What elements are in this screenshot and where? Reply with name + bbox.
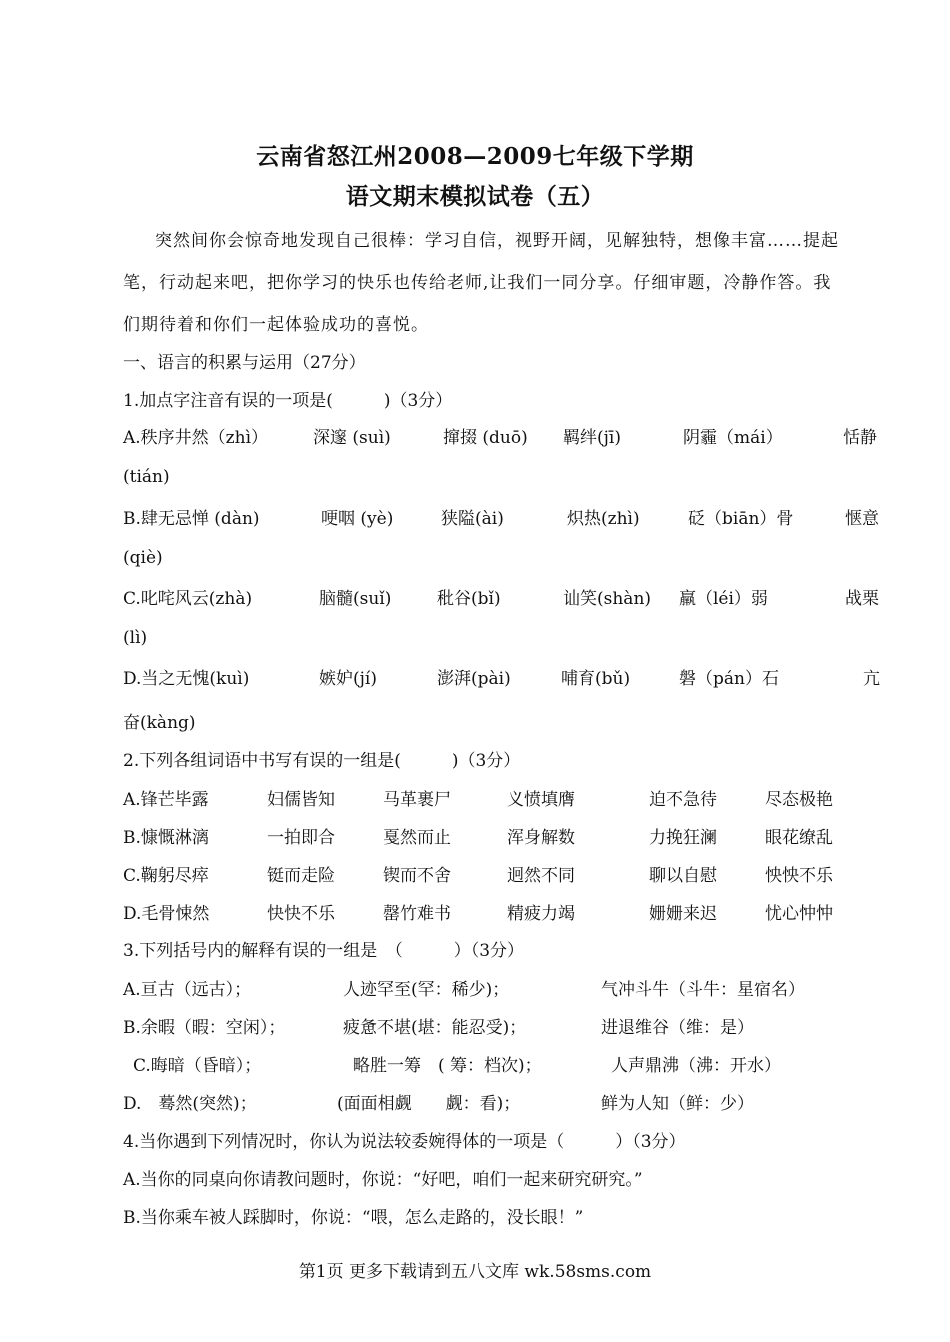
option-item: 羸（léi）弱 (679, 589, 768, 609)
option-item: D. 蓦然(突然)； (123, 1094, 257, 1114)
option-item: C.鞠躬尽瘁 (123, 866, 209, 886)
option-item: 战栗 (845, 589, 879, 609)
option-item: (lì) (123, 628, 148, 648)
question-4-stem: 4.当你遇到下列情况时，你认为说法较委婉得体的一项是（ ）（3分） (123, 1132, 686, 1152)
intro-line: 笔，行动起来吧，把你学习的快乐也传给老师,让我们一同分享。仔细审题，冷静作答。我 (123, 273, 832, 293)
option-item: 戛然而止 (383, 828, 451, 848)
question-2-stem: 2.下列各组词语中书写有误的一组是( )（3分） (123, 751, 521, 771)
question-3-stem: 3.下列括号内的解释有误的一组是 （ ）（3分） (123, 941, 525, 961)
option-item: 眼花缭乱 (765, 828, 833, 848)
option-item: 撺掇 (duō) (443, 428, 528, 448)
option-item: 哽咽 (yè) (321, 509, 394, 529)
option-item: 狭隘(ài) (441, 509, 504, 529)
option-item: 阴霾（mái） (683, 428, 783, 448)
page-footer: 第1页 更多下载请到五八文库 wk.58sms.com (298, 1262, 652, 1282)
option-item: (tián) (123, 467, 170, 487)
option-item: 快快不乐 (267, 904, 335, 924)
option-item: 迫不急待 (649, 790, 717, 810)
option-item: 亢 (863, 669, 880, 689)
section-heading: 一、语言的积累与运用（27分） (123, 353, 366, 373)
option-item: 气冲斗牛（斗牛：星宿名） (601, 980, 805, 1000)
question-1-stem: 1.加点字注音有误的一项是( )（3分） (123, 391, 453, 411)
option-item: 深邃 (suì) (313, 428, 391, 448)
option-item: 恬静 (843, 428, 877, 448)
option-item: 迥然不同 (507, 866, 575, 886)
option-item: 尽态极艳 (765, 790, 833, 810)
option-item: 惬意 (845, 509, 879, 529)
option-item: 磐（pán）石 (679, 669, 779, 689)
option-item: 嫉妒(jí) (319, 669, 377, 689)
option-item: 妇儒皆知 (267, 790, 335, 810)
option-item: 鲜为人知（鲜：少） (601, 1094, 754, 1114)
option-item: 锲而不舍 (383, 866, 451, 886)
option-item: 罄竹难书 (383, 904, 451, 924)
intro-line: 们期待着和你们一起体验成功的喜悦。 (123, 315, 429, 335)
option-item: 秕谷(bǐ) (437, 589, 501, 609)
option-item: 怏怏不乐 (765, 866, 833, 886)
option-item: 奋(kàng) (123, 713, 196, 733)
option-item: 哺育(bǔ) (561, 669, 631, 689)
option-item: 铤而走险 (267, 866, 335, 886)
option-item: 进退维谷（维：是） (601, 1018, 754, 1038)
question-4-option-a: A.当你的同桌向你请教问题时，你说：“好吧，咱们一起来研究研究。” (123, 1170, 643, 1190)
option-item: 澎湃(pài) (437, 669, 511, 689)
option-item: 义愤填膺 (507, 790, 575, 810)
option-item: C.晦暗（昏暗）； (133, 1056, 262, 1076)
option-item: A.锋芒毕露 (123, 790, 209, 810)
option-item: D.毛骨悚然 (123, 904, 210, 924)
option-item: 羁绊(jī) (563, 428, 621, 448)
option-item: A.秩序井然（zhì） (123, 428, 269, 448)
option-item: 脑髓(suǐ) (319, 589, 392, 609)
option-item: B.慷慨淋漓 (123, 828, 209, 848)
option-item: B.肆无忌惮 (dàn) (123, 509, 260, 529)
option-item: 讪笑(shàn) (563, 589, 652, 609)
page-title-line-2: 语文期末模拟试卷（五） (345, 183, 605, 210)
option-item: 力挽狂澜 (649, 828, 717, 848)
option-item: 浑身解数 (507, 828, 575, 848)
option-item: 忧心忡忡 (765, 904, 833, 924)
option-item: 人声鼎沸（沸：开水） (611, 1056, 781, 1076)
option-item: 炽热(zhì) (567, 509, 640, 529)
option-item: 疲惫不堪(堪：能忍受)； (343, 1018, 527, 1038)
option-item: B.余暇（暇：空闲）； (123, 1018, 286, 1038)
intro-line: 突然间你会惊奇地发现自己很棒：学习自信，视野开阔，见解独特，想像丰富……提起 (155, 231, 839, 251)
option-item: 姗姗来迟 (649, 904, 717, 924)
option-item: (qiè) (123, 548, 163, 568)
option-item: 人迹罕至(罕：稀少)； (343, 980, 510, 1000)
option-item: 精疲力竭 (507, 904, 575, 924)
option-item: 砭（biān）骨 (688, 509, 794, 529)
option-item: 一拍即合 (267, 828, 335, 848)
question-4-option-b: B.当你乘车被人踩脚时，你说：“喂，怎么走路的，没长眼！” (123, 1208, 584, 1228)
option-item: (面面相觑 觑：看)； (337, 1094, 521, 1114)
page-title-line-1: 云南省怒江州2008—2009七年级下学期 (256, 143, 694, 170)
option-item: 略胜一筹 ( 筹：档次)； (353, 1056, 542, 1076)
option-item: C.叱咤风云(zhà) (123, 589, 253, 609)
option-item: 聊以自慰 (649, 866, 717, 886)
option-item: 马革裹尸 (383, 790, 451, 810)
option-item: A.亘古（远古）； (123, 980, 252, 1000)
option-item: D.当之无愧(kuì) (123, 669, 250, 689)
